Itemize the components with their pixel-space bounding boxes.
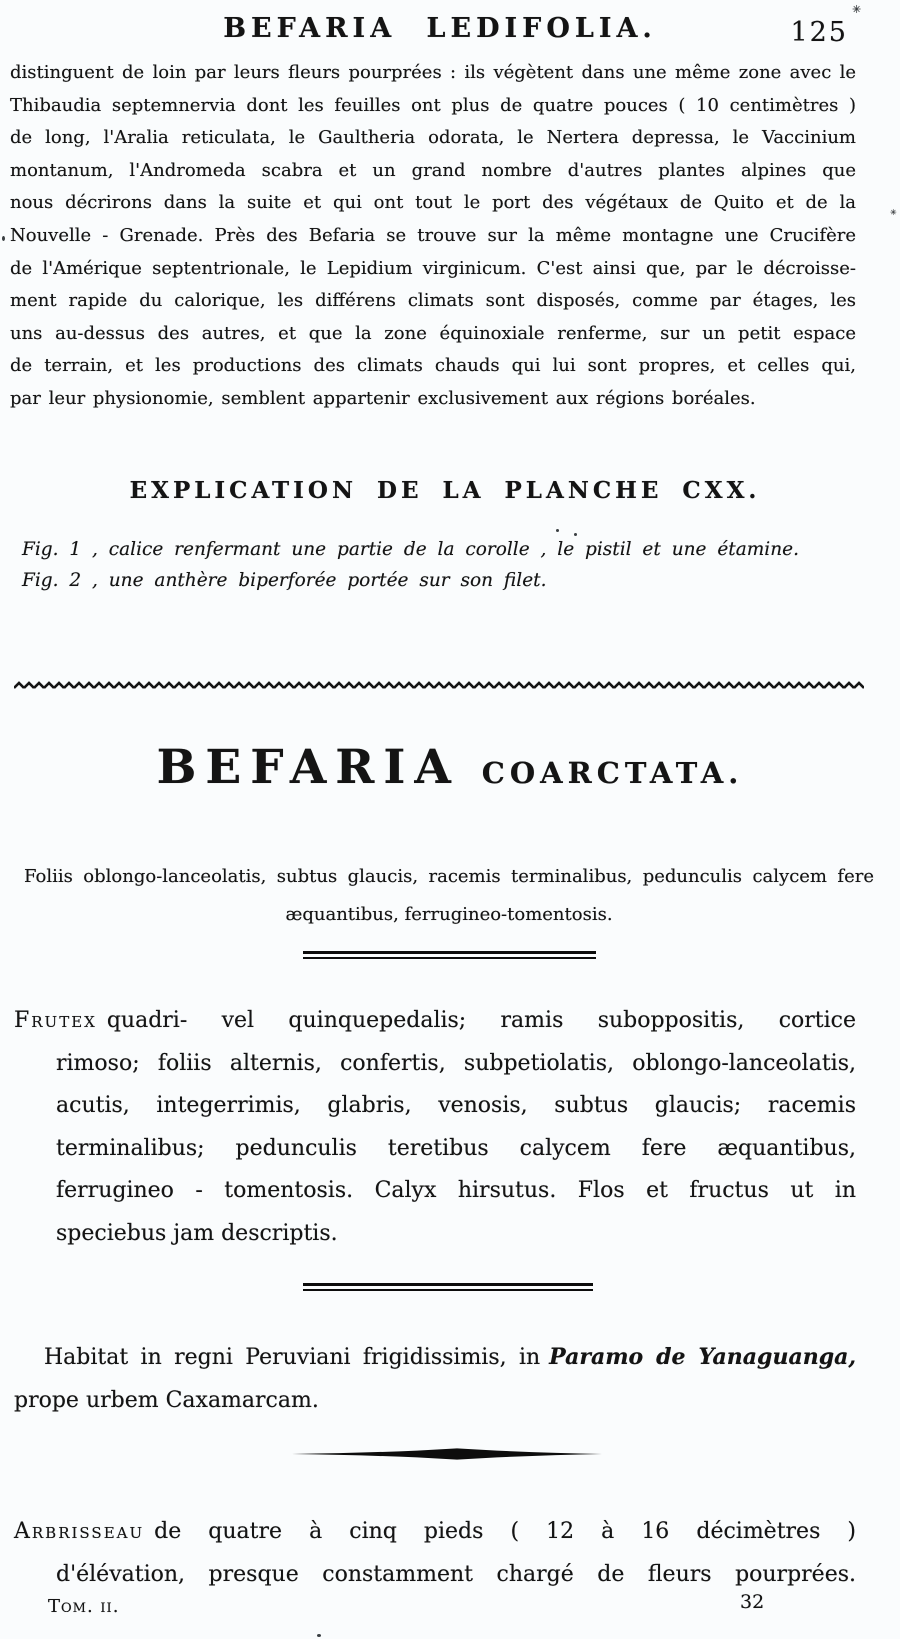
text-line: de l'Amérique septentrionale, le Lepidium virginicum. C'est ainsi que, par le décroisse- <box>10 257 856 279</box>
text-line: Thibaudia septemnervia dont les feuilles ont plus de quatre pouces ( 10 centimètres ) <box>10 94 856 116</box>
text-line: prope urbem Caxamarcam. <box>14 1388 319 1413</box>
scan-speck <box>2 236 5 241</box>
double-rule <box>303 1283 593 1291</box>
text-line: rimoso; foliis alternis, confertis, subpetiolatis, oblongo-lanceolatis, <box>56 1050 856 1076</box>
plate-explanation-heading: EXPLICATION DE LA PLANCHE CXX. <box>129 477 761 504</box>
text-line: acutis, integerrimis, glabris, venosis, subtus glaucis; racemis <box>56 1093 856 1119</box>
text-line: speciebus jam descriptis. <box>56 1220 338 1246</box>
double-rule <box>303 951 596 959</box>
scan-speck: ✳ <box>890 208 897 217</box>
species-epithet: COARCTATA. <box>481 756 744 790</box>
latin-description <box>14 1000 856 1256</box>
text-line: æquantibus, ferrugineo-tomentosis. <box>285 904 613 925</box>
text-line: terminalibus; pedunculis teretibus calycem fere æquantibus, <box>56 1135 856 1161</box>
habitat-paragraph <box>14 1336 856 1422</box>
running-head: BEFARIA LEDIFOLIA. <box>223 13 657 44</box>
text-line: ferrugineo - tomentosis. Calyx hirsutus. Flos et fructus ut in <box>56 1178 856 1204</box>
text-line: Nouvelle - Grenade. Près des Befaria se trouve sur la même montagne une Crucifère <box>10 224 856 246</box>
latin-diagnosis <box>24 858 874 934</box>
text-line: distinguent de loin par leurs fleurs pourprées : ils végètent dans une même zone avec le <box>10 62 856 83</box>
page-number: 125 <box>790 17 848 48</box>
text-line: montanum, l'Andromeda scabra et un grand nombre d'autres plantes alpines que <box>10 159 856 181</box>
text-line: Frutex quadri- vel quinquepedalis; ramis suboppositis, cortice <box>14 1008 856 1033</box>
text-line: par leur physionomie, semblent appartenir exclusivement aux régions boréales. <box>10 387 756 409</box>
closing-paragraph <box>14 1510 856 1596</box>
lead-word: Arbrisseau <box>14 1519 145 1544</box>
text-line: uns au-dessus des autres, et que la zone équinoxiale renferme, sur un petit espace <box>10 322 856 344</box>
text-line: Arbrisseau de quatre à cinq pieds ( 12 à 16 décimètres ) <box>14 1519 856 1544</box>
text-line: nous décrirons dans la suite et qui ont tout le port des végétaux de Quito et de la <box>10 192 856 214</box>
scan-speck <box>317 1634 321 1637</box>
scan-speck <box>556 529 559 532</box>
text-line: d'élévation, presque constamment chargé de fleurs pourprées. <box>56 1562 856 1587</box>
text-line: de long, l'Aralia reticulata, le Gaultheria odorata, le Nertera depressa, le Vaccinium <box>10 127 856 149</box>
intro-paragraph <box>10 57 856 416</box>
figure-captions <box>22 534 882 596</box>
lead-word: Frutex <box>14 1008 97 1033</box>
text-line: de terrain, et les productions des climats chauds qui lui sont propres, et celles qui, <box>10 355 856 377</box>
zigzag-rule <box>14 680 864 692</box>
text-line: Foliis oblongo-lanceolatis, subtus glaucis, racemis terminalibus, pedunculis calycem fere <box>24 866 874 887</box>
locality-name: Paramo de Yanaguanga, <box>549 1344 856 1370</box>
genus-name: BEFARIA <box>156 740 460 795</box>
tome-footer: Tom. ii. <box>48 1596 120 1617</box>
signature-mark: 32 <box>740 1591 765 1613</box>
text-line: ment rapide du calorique, les différens climats sont disposés, comme par étages, les <box>10 290 856 312</box>
figure-caption-1: Fig. 1 , calice renfermant une partie de la corolle , le pistil et une étamine. <box>22 539 799 560</box>
text-line: Habitat in regni Peruviani frigidissimis, in Paramo de Yanaguanga, <box>44 1344 856 1370</box>
swelled-rule <box>292 1447 602 1461</box>
figure-caption-2: Fig. 2 , une anthère biperforée portée sur son filet. <box>22 570 547 591</box>
species-title <box>0 740 900 795</box>
scan-speck: ✳ <box>852 3 862 16</box>
